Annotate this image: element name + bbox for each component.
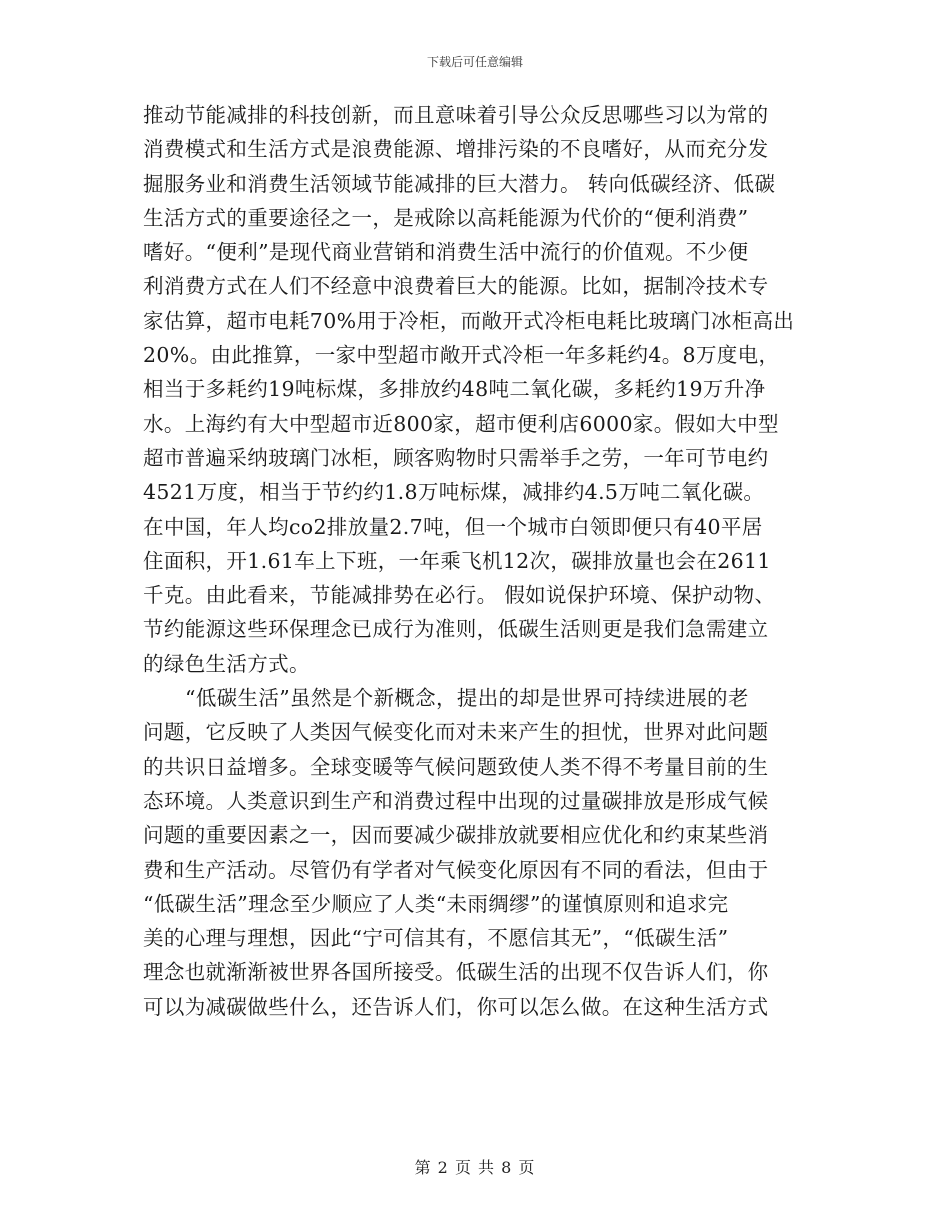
text-line: 问题的重要因素之一，因而要减少碳排放就要相应优化和约束某些消	[143, 823, 769, 848]
text-line: 掘服务业和消费生活领域节能减排的巨大潜力。 转向低碳经济、低碳	[143, 171, 776, 196]
text-line: 可以为减碳做些什么，还告诉人们，你可以怎么做。在这种生活方式	[143, 994, 769, 1019]
text-line: “低碳生活”理念至少顺应了人类“未雨绸缪”的谨慎原则和追求完	[143, 891, 729, 916]
text-line: 嗜好。“便利”是现代商业营销和消费生活中流行的价值观。不少便	[143, 240, 749, 265]
text-line: 美的心理与理想，因此“宁可信其有，不愿信其无”，“低碳生活”	[143, 926, 729, 951]
page-footer: 第 2 页 共 8 页	[414, 1158, 536, 1177]
text-line: 节约能源这些环保理念已成行为准则，低碳生活则更是我们急需建立	[143, 617, 769, 642]
text-line: 理念也就渐渐被世界各国所接受。低碳生活的出现不仅告诉人们，你	[143, 960, 769, 985]
text-line: 生活方式的重要途径之一，是戒除以高耗能源为代价的“便利消费”	[143, 205, 749, 230]
paragraph-first-line: “低碳生活”虽然是个新概念，提出的却是世界可持续进展的老	[185, 686, 749, 711]
text-line: 的绿色生活方式。	[143, 651, 310, 676]
text-line: 家估算，超市电耗70%用于冷柜，而敞开式冷柜电耗比玻璃门冰柜高出	[143, 308, 795, 333]
text-line: 超市普遍采纳玻璃门冰柜，顾客购物时只需举手之劳，一年可节电约	[143, 445, 769, 470]
text-line: 水。上海约有大中型超市近800家，超市便利店6000家。假如大中型	[143, 411, 779, 436]
text-line: 20%。由此推算，一家中型超市敞开式冷柜一年多耗约4。8万度电，	[143, 343, 780, 368]
text-line: 的共识日益增多。全球变暖等气候问题致使人类不得不考量目前的生	[143, 754, 769, 779]
page-header: 下载后可任意编辑	[426, 55, 523, 69]
text-line: 相当于多耗约19吨标煤，多排放约48吨二氧化碳，多耗约19万升净	[143, 377, 766, 402]
text-line: 4521万度，相当于节约约1.8万吨标煤，减排约4.5万吨二氧化碳。	[143, 480, 765, 505]
text-line: 消费模式和生活方式是浪费能源、增排污染的不良嗜好，从而充分发	[143, 137, 769, 162]
document-body	[143, 98, 803, 1024]
text-line: 住面积，开1.61车上下班，一年乘飞机12次，碳排放量也会在2611	[143, 548, 771, 573]
text-line: 态环境。人类意识到生产和消费过程中出现的过量碳排放是形成气候	[143, 788, 769, 813]
text-line: 问题，它反映了人类因气候变化而对未来产生的担忧，世界对此问题	[143, 720, 769, 745]
text-line: 推动节能减排的科技创新，而且意味着引导公众反思哪些习以为常的	[143, 103, 769, 127]
text-line: 千克。由此看来，节能减排势在必行。 假如说保护环境、保护动物、	[143, 583, 776, 608]
text-line: 费和生产活动。尽管仍有学者对气候变化原因有不同的看法，但由于	[143, 857, 769, 882]
text-line: 在中国，年人均co2排放量2.7吨，但一个城市白领即便只有40平居	[143, 514, 763, 539]
text-line: 利消费方式在人们不经意中浪费着巨大的能源。比如，据制冷技术专	[143, 274, 769, 299]
